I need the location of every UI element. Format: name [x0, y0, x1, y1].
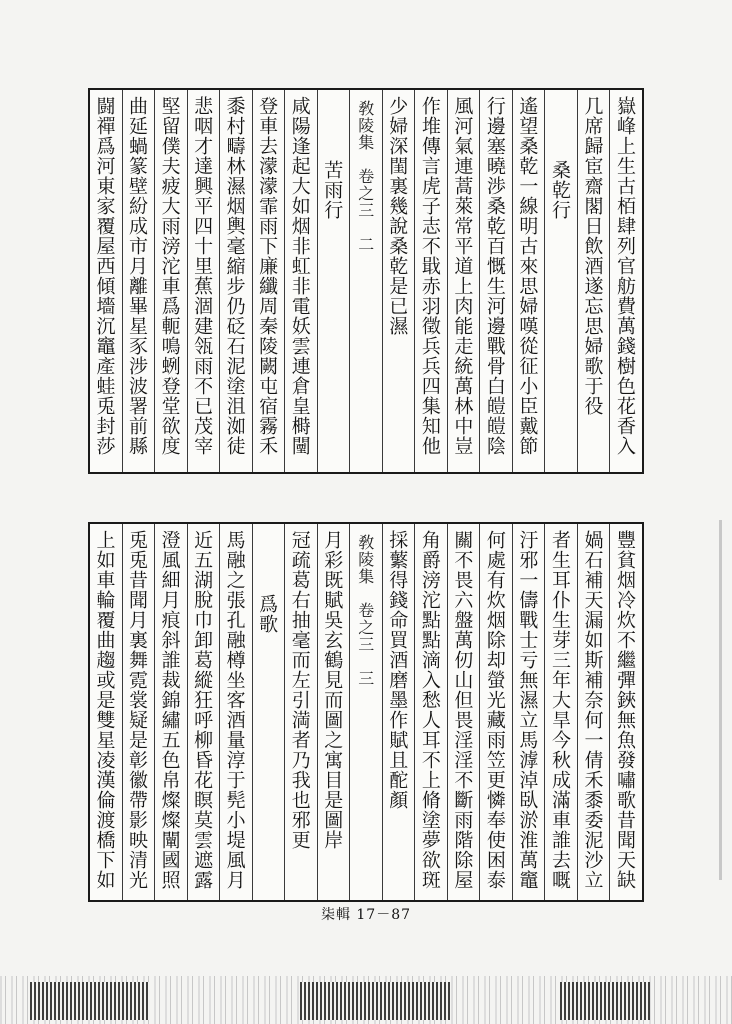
text-column: 風河氣連蒿萊常平道上肉能走統萬林中豈 — [447, 90, 480, 472]
text-column: 近五湖脫巾卸葛縱狂呼柳昏花瞑莫雲遮露 — [187, 524, 220, 900]
text-column: 嶽峰上生古栢肆列官舫費萬錢樹色花香入 — [609, 90, 642, 472]
bottom-columns — [90, 524, 642, 900]
text-column: 者生耳仆生芽三年大旱今秋成滿車誰去嘅 — [544, 524, 577, 900]
text-column: 悲咽才達興平四十里蕉涸建瓴雨不已茂宰 — [187, 90, 220, 472]
text-column: 行邊塞曉渉桑乾百慨生河邊戰骨白皚皚陰 — [479, 90, 512, 472]
text-column: 闘禪爲河東家覆屋西傾墻沉竈產蛙兎封莎 — [93, 96, 116, 456]
column-header: 敎陵集 卷之三 二 — [349, 90, 382, 472]
text-column: 曲延蝸篆壁紛成市月離畢星豕涉波署前縣 — [122, 90, 155, 472]
text-column: 月彩既賦吳玄鶴見而圖之寓目是圖岸 — [317, 524, 350, 900]
text-column: 作堆傳言虎子志不戢赤羽徵兵兵四集知他 — [414, 90, 447, 472]
text-column: 冠疏葛右抽毫而左引満者乃我也邪更 — [284, 524, 317, 900]
text-column: 少婦深閨裏幾說桑乾是已濕 — [382, 90, 415, 472]
text-column: 馬融之張孔融樽坐客酒量淳于髡小堤風月 — [219, 524, 252, 900]
scan-noise-strip — [0, 976, 732, 1024]
text-column: 關不畏六盤萬仞山但畏淫淫不斷雨階除屋 — [447, 524, 480, 900]
text-column: 几席歸宦齋閣日飲酒遂忘思婦歌于役 — [577, 90, 610, 472]
text-column: 採蘩得錢命買酒磨墨作賦且酡顏 — [382, 524, 415, 900]
text-column: 兎兎昔聞月裏舞霓裳疑是彰徽帶影映清光 — [122, 524, 155, 900]
poem-title: 爲歌 — [252, 524, 285, 900]
poem-title: 苦雨行 — [317, 90, 350, 472]
top-columns — [90, 90, 642, 472]
text-column: 何處有炊烟除却螢光藏雨笠更憐奉使困泰 — [479, 524, 512, 900]
column-header: 敎陵集 卷之三 三 — [349, 524, 382, 900]
page-folio: 柒輯 17－87 — [320, 907, 412, 923]
text-column: 媧石補天漏如斯補奈何一倩禾黍委泥沙立 — [577, 524, 610, 900]
text-column: 堅留僕夫疲大雨滂沱車爲軛鳴蛚登堂欲度 — [154, 90, 187, 472]
text-column: 登車去濛濛霏雨下廉纖周秦陵闕屯宿霧禾 — [252, 90, 285, 472]
text-column: 遙望桑乾一線明古來思婦嘆從征小臣戴節 — [512, 90, 545, 472]
text-column: 黍村疇林濕烟輿毫縮步仍砭石泥塗沮洳徒 — [219, 90, 252, 472]
text-column: 角爵滂沱點點滴入愁人耳不上脩塗夢欲斑 — [414, 524, 447, 900]
top-text-panel — [88, 88, 644, 474]
text-column: 咸陽逢起大如烟非虹非電妖雲連倉皇榯闉 — [284, 90, 317, 472]
text-column: 上如車輪覆曲趨或是雙星凌漢倫渡橋下如 — [93, 530, 116, 890]
bottom-text-panel — [88, 522, 644, 902]
text-column: 澄風細月痕斜誰裁錦繡五色帛燦燦闡國照 — [154, 524, 187, 900]
text-column: 豐貧烟冷炊不繼彈鋏無魚發嘯歌昔聞天缺 — [609, 524, 642, 900]
scan-right-edge — [719, 520, 722, 880]
poem-title: 桑乾行 — [544, 90, 577, 472]
text-column: 汙邪一儔戰士亏無濕立馬滹淖臥淤淮萬竈 — [512, 524, 545, 900]
